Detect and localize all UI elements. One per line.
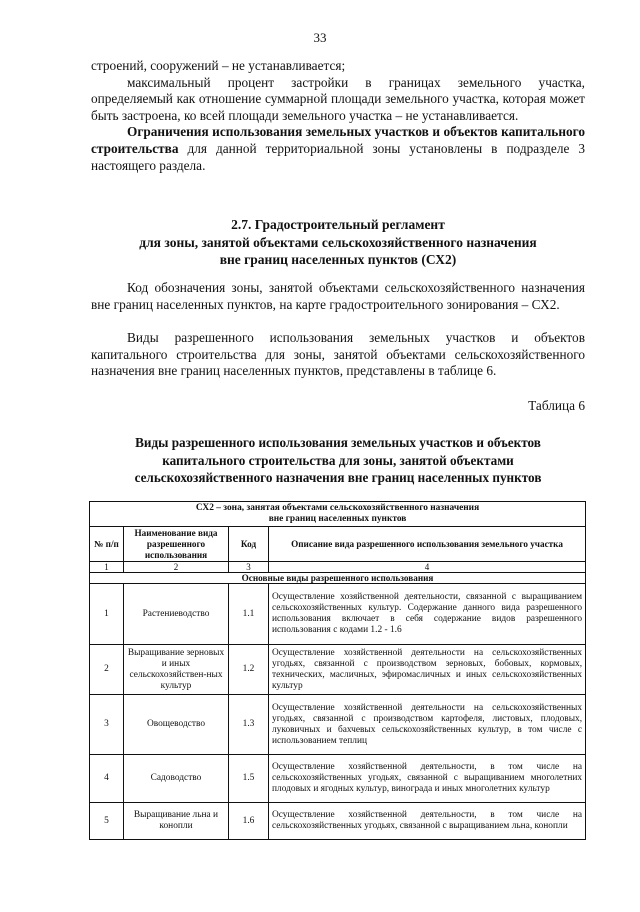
paragraph-zone-code [91,280,585,313]
section-heading-line-3: вне границ населенных пунктов (СХ2) [219,252,457,267]
header-num: № п/п [90,527,124,562]
row-number: 2 [90,645,124,695]
row-name: Овощеводство [124,695,229,755]
section-heading-line-1: 2.7. Градостроительный регламент [231,217,445,232]
table-header-row [90,527,586,562]
row-description: Осуществление хозяйственной деятельности, в том числе на сельскохозяйственных угодьях, связанной с выращиванием льна, конопли [269,803,586,840]
table-title-line-3: сельскохозяйственного назначения вне границ населенных пунктов [134,470,542,485]
table-title [91,434,585,487]
row-code: 1.1 [229,584,269,645]
header-description: Описание вида разрешенного использования земельного участка [269,527,586,562]
header-code: Код [229,527,269,562]
row-code: 1.5 [229,755,269,803]
row-name: Выращивание льна и конопли [124,803,229,840]
table-title-line-1: Виды разрешенного использования земельных участков и объектов [135,435,541,450]
group-row [90,573,586,584]
column-number: 2 [124,562,229,573]
row-code: 1.2 [229,645,269,695]
row-description: Осуществление хозяйственной деятельности, в том числе на сельскохозяйственных угодьях, связанной с выращиванием многолетних плодовых и ягодных культур, винограда и иных многолетних культур [269,755,586,803]
usage-types-table [89,501,586,840]
row-description: Осуществление хозяйственной деятельности, связанной с выращиванием сельскохозяйственных культур. Содержание данного вида разрешенного использования включает в себя содержание видов разрешенного использования с кодами 1.2 - 1.6 [269,584,586,645]
paragraph-max-percent: максимальный процент застройки в границах земельного участка, определяемый как отношение суммарной площади земельного участка, которая может быть застроена, ко всей площади земельного участка – не устанавливается. [91,74,585,123]
row-number: 5 [90,803,124,840]
group-title: Основные виды разрешенного использования [90,573,586,584]
page-number: 33 [313,30,327,45]
table-row [90,695,586,755]
column-number: 3 [229,562,269,573]
top-paragraphs [91,58,585,174]
table-row [90,645,586,695]
paragraph-restrictions [91,124,585,174]
row-name: Растениеводство [124,584,229,645]
row-number: 1 [90,584,124,645]
row-name: Выращивание зерновых и иных сельскохозяйствен-ных культур [124,645,229,695]
section-heading-line-2: для зоны, занятой объектами сельскохозяйственного назначения [139,234,537,250]
restrictions-rest-text: для данной территориальной зоны установлены в подразделе 3 настоящего раздела. [91,140,585,173]
paragraph-usage-types [91,330,585,380]
table-caption [90,502,586,527]
column-number: 1 [90,562,124,573]
row-name: Садоводство [124,755,229,803]
row-description: Осуществление хозяйственной деятельности на сельскохозяйственных угодьях, связанной с производством зерновых, бобовых, кормовых, технических, масличных, эфиромасличных и иных сельскохозяйственных культур [269,645,586,695]
table-caption-line-1: СХ2 – зона, занятая объектами сельскохозяйственного назначения [195,503,480,513]
restrictions-bold-text: Ограничения использования земельных участков и объектов капитального строительства [91,124,585,156]
zone-code-text: Код обозначения зоны, занятой объектами сельскохозяйственного назначения вне границ населенных пунктов, на карте градостроительного зонирования – СХ2. [91,280,585,312]
column-number: 4 [269,562,586,573]
table-title-line-2: капитального строительства для зоны, занятой объектами [162,452,514,468]
row-code: 1.6 [229,803,269,840]
table-row [90,755,586,803]
table-caption-line-2: вне границ населенных пунктов [268,514,407,524]
table-label: Таблица 6 [528,398,585,413]
section-heading [91,216,585,269]
header-name: Наименование вида разрешенного использования [124,527,229,562]
row-number: 3 [90,695,124,755]
column-numbers-row [90,562,586,573]
row-number: 4 [90,755,124,803]
paragraph-continuation: строений, сооружений – не устанавливается; [91,58,346,73]
table-caption-row [90,502,586,527]
table-row [90,584,586,645]
row-code: 1.3 [229,695,269,755]
table-row [90,803,586,840]
usage-types-text: Виды разрешенного использования земельных участков и объектов капитального строительства для зоны, занятой объектами сельскохозяйственного назначения вне границ населенных пунктов, представлены в таблице 6. [91,330,585,379]
row-description: Осуществление хозяйственной деятельности на сельскохозяйственных угодьях, связанной с производством картофеля, листовых, плодовых, луковичных и бахчевых сельскохозяйственных культур, в том числе с использованием теплиц [269,695,586,755]
